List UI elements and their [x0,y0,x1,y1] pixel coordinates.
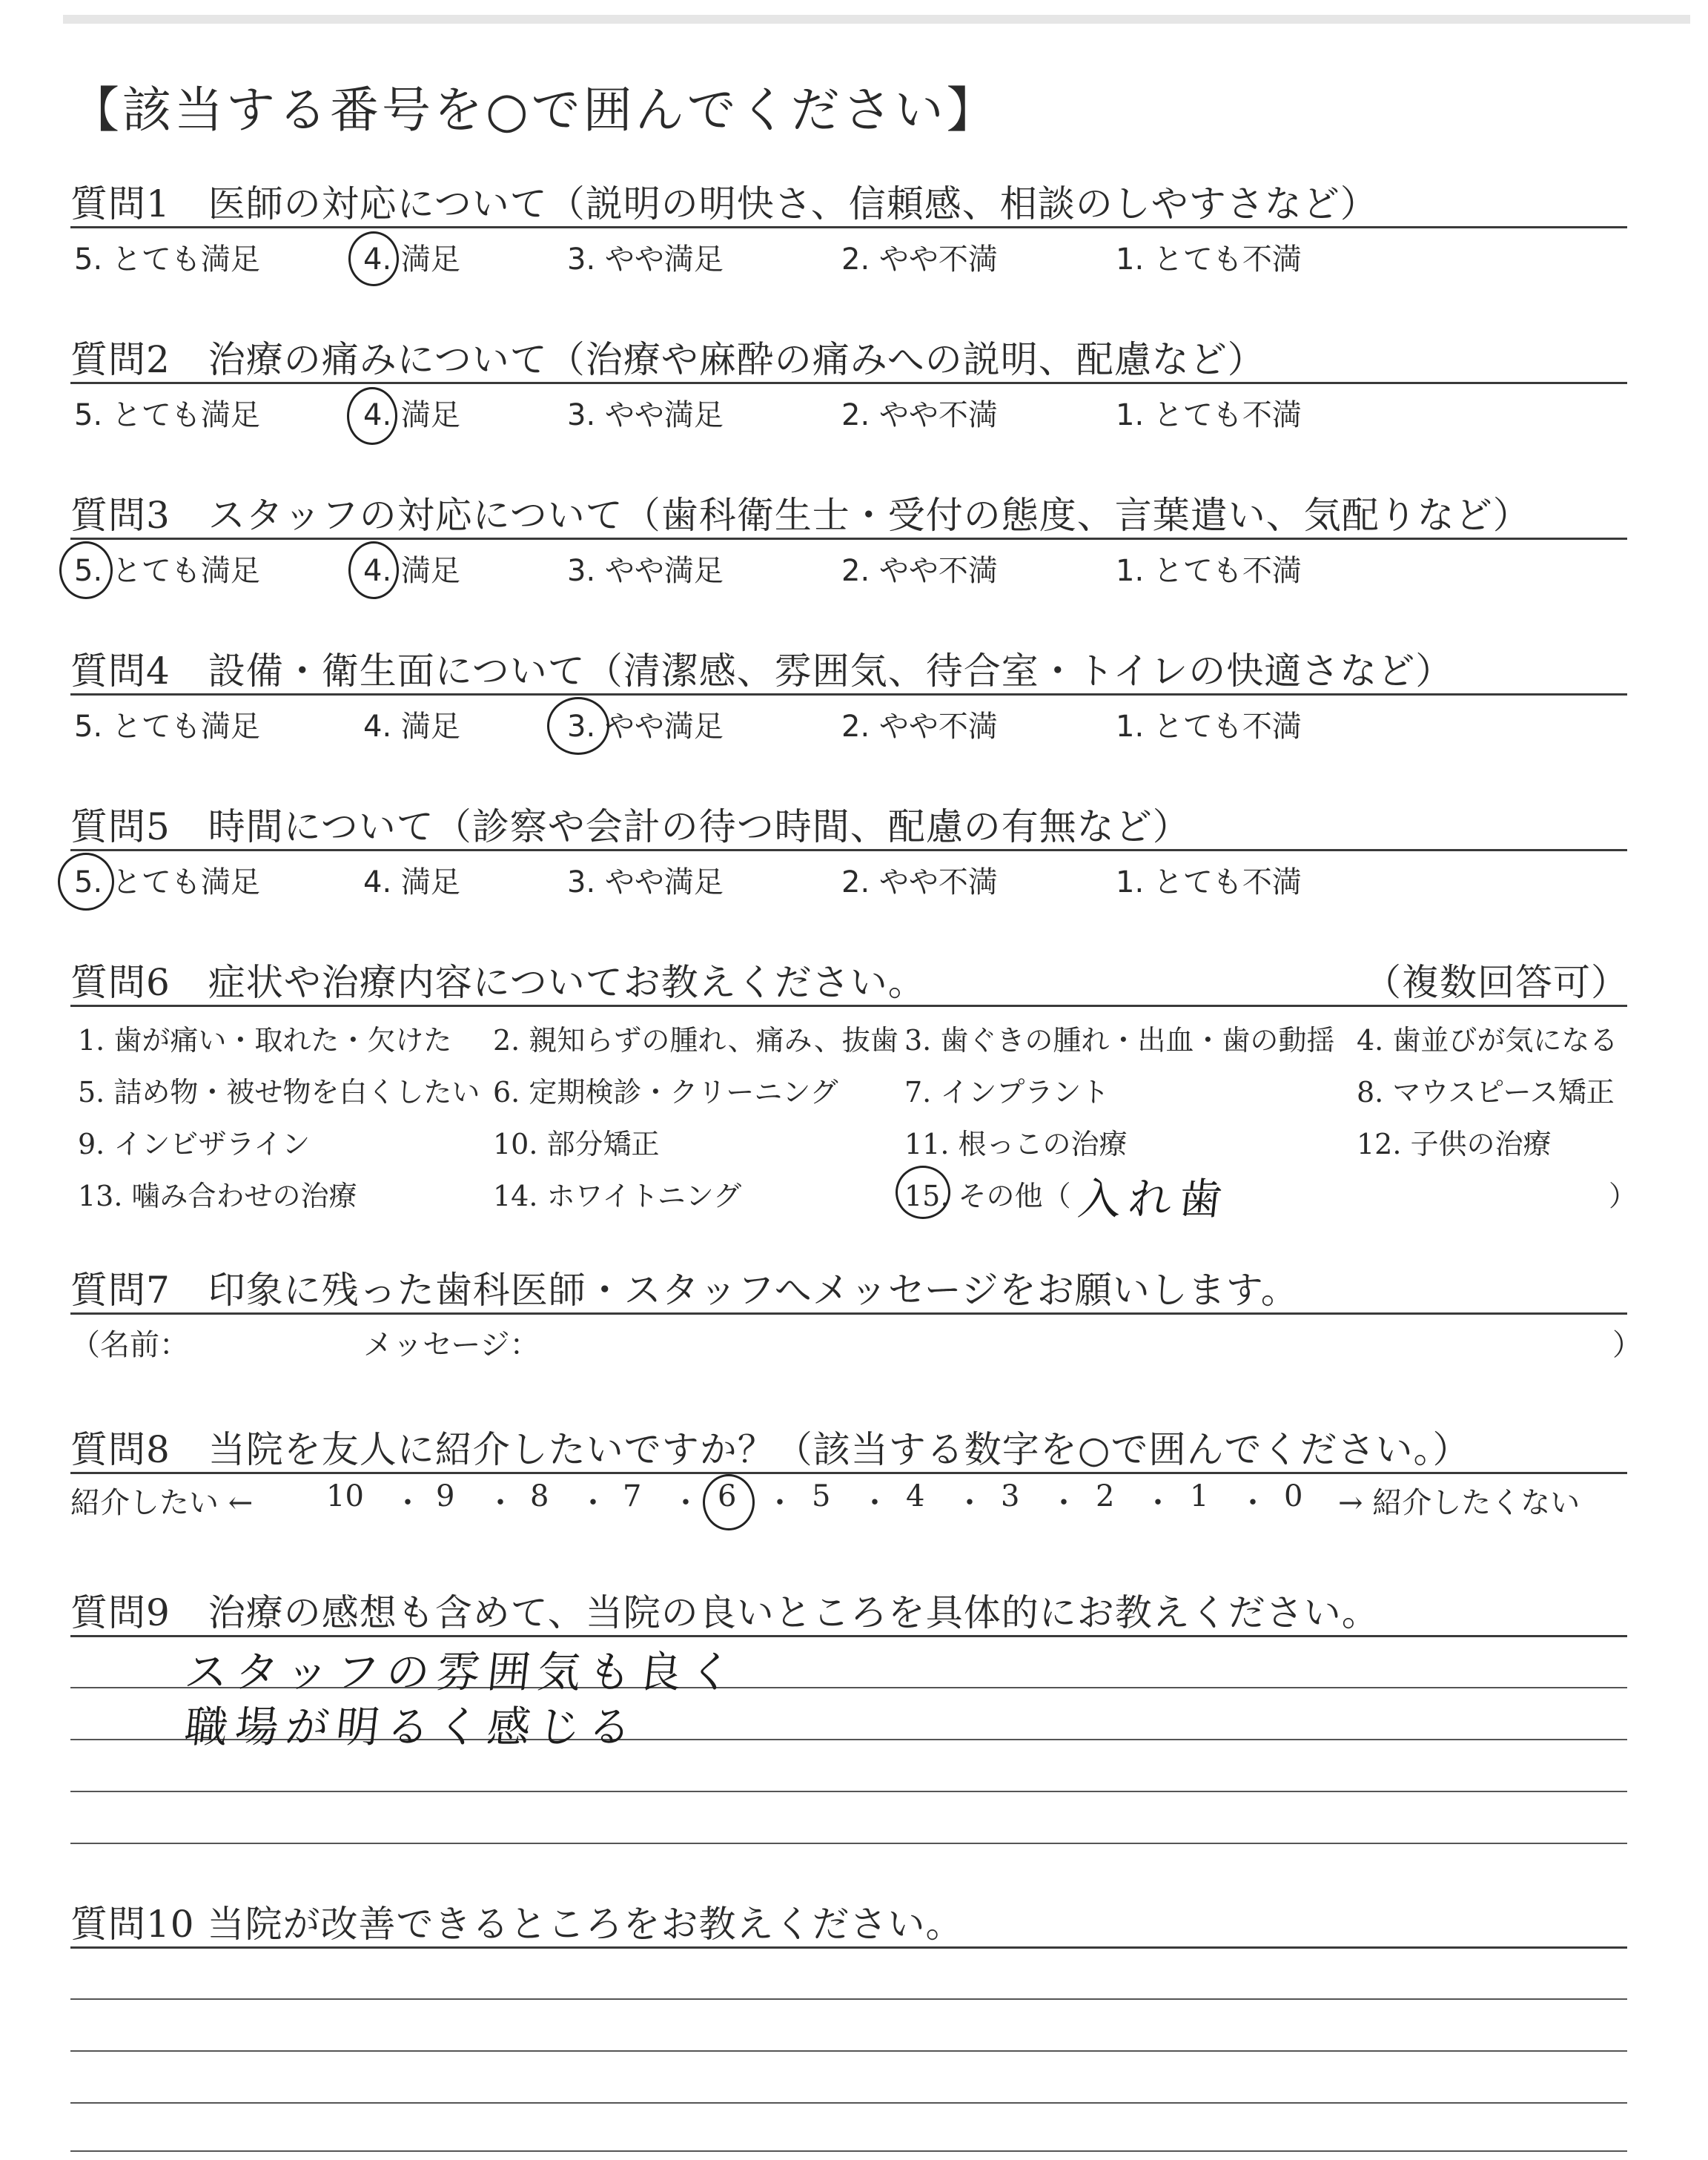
q8-scale-dot: ・ [955,1486,984,1520]
q10-writing-line [70,2102,1627,2104]
q8-scale-10[interactable]: 10 [326,1479,364,1513]
q2-opt-2[interactable]: 2. やや不満 [841,398,998,432]
q6-item-1[interactable]: 1. 歯が痛い・取れた・欠けた [78,1024,452,1057]
q9-handwritten-line-1: スタッフの雰囲気も良く [182,1647,743,1697]
q1-selection-circle [348,231,399,286]
q9-handwritten-line-2: 職場が明るく感じる [182,1702,642,1752]
page-title: 【該当する番号を○で囲んでください】 [70,82,999,139]
q6-rule [70,1005,1627,1007]
q4-opt-4[interactable]: 4. 満足 [363,710,460,744]
question-6: 質問6 症状や治療内容についてお教えください。 [70,961,926,1004]
q10-rule [70,1946,1627,1949]
question-6-note: （複数回答可） [1364,961,1629,1004]
q8-scale-dot: ・ [671,1486,701,1520]
q8-scale-dot: ・ [860,1486,890,1520]
question-8: 質問8 当院を友人に紹介したいですか？（該当する数字を○で囲んでください。） [70,1428,1471,1471]
question-3: 質問3 スタッフの対応について（歯科衛生士・受付の態度、言葉遣い、気配りなど） [70,494,1531,537]
q8-left-label: 紹介したい ← [70,1486,254,1520]
q10-writing-line [70,2150,1627,2152]
q1-opt-5[interactable]: 5. とても満足 [74,242,260,277]
q4-selection-circle [547,697,609,755]
q8-scale-4[interactable]: 4 [906,1479,925,1513]
q6-item-14[interactable]: 14. ホワイトニング [493,1180,742,1212]
question-10: 質問10 当院が改善できるところをお教えください。 [70,1903,964,1946]
q8-rule [70,1472,1627,1474]
question-5: 質問5 時間について（診察や会計の待つ時間、配慮の有無など） [70,805,1191,848]
q6-item-10[interactable]: 10. 部分矯正 [493,1128,660,1160]
q6-item-12[interactable]: 12. 子供の治療 [1357,1128,1552,1160]
q6-item-4[interactable]: 4. 歯並びが気になる [1357,1024,1618,1057]
q10-writing-line [70,1998,1627,2000]
q2-opt-5[interactable]: 5. とても満足 [74,398,260,432]
q4-rule [70,693,1627,696]
q6-item-15[interactable]: 15. その他（ [904,1180,1071,1212]
q6-selection-circle-15 [896,1166,950,1219]
q9-writing-line [70,1843,1627,1844]
q3-opt-5[interactable]: 5. とても満足 [74,554,260,588]
q3-opt-3[interactable]: 3. やや満足 [567,554,724,588]
q5-opt-4[interactable]: 4. 満足 [363,865,460,899]
q7-name-label: （名前： [70,1328,189,1362]
q2-rule [70,382,1627,384]
q7-close-paren: ） [1612,1328,1642,1362]
q2-opt-1[interactable]: 1. とても不満 [1116,398,1302,432]
q5-opt-3[interactable]: 3. やや満足 [567,865,724,899]
q8-scale-dot: ・ [1238,1486,1268,1520]
q4-opt-3[interactable]: 3. やや満足 [567,710,724,744]
q5-rule [70,849,1627,851]
q6-item-13[interactable]: 13. 噛み合わせの治療 [78,1180,357,1212]
q4-opt-5[interactable]: 5. とても満足 [74,710,260,744]
q8-scale-dot: ・ [486,1486,515,1520]
q9-writing-line [70,1791,1627,1792]
q6-other-handwritten: 入れ歯 [1075,1174,1233,1224]
q5-selection-circle [58,853,114,911]
q6-item-8[interactable]: 8. マウスピース矯正 [1357,1076,1615,1109]
q6-item-3[interactable]: 3. 歯ぐきの腫れ・出血・歯の動揺 [904,1024,1335,1057]
q8-scale-dot: ・ [578,1486,608,1520]
question-7: 質問7 印象に残った歯科医師・スタッフへメッセージをお願いします。 [70,1269,1299,1312]
q8-scale-6[interactable]: 6 [718,1479,737,1513]
q6-item-2[interactable]: 2. 親知らずの腫れ、痛み、抜歯 [493,1024,898,1057]
q8-scale-dot: ・ [765,1486,795,1520]
q8-scale-7[interactable]: 7 [623,1479,642,1513]
q1-opt-4[interactable]: 4. 満足 [363,242,460,277]
q8-scale-dot: ・ [1143,1486,1173,1520]
q8-right-label: → 紹介したくない [1338,1486,1580,1520]
q1-opt-3[interactable]: 3. やや満足 [567,242,724,277]
q4-opt-2[interactable]: 2. やや不満 [841,710,998,744]
question-1: 質問1 医師の対応について（説明の明快さ、信頼感、相談のしやすさなど） [70,182,1378,225]
q7-rule [70,1312,1627,1315]
q2-opt-4[interactable]: 4. 満足 [363,398,460,432]
q3-selection-circle-5 [59,541,113,599]
q10-writing-line [70,2050,1627,2052]
q7-message-label: メッセージ： [363,1328,540,1362]
q8-scale-9[interactable]: 9 [436,1479,455,1513]
q6-item-5[interactable]: 5. 詰め物・被せ物を白くしたい [78,1076,480,1109]
q3-rule [70,538,1627,540]
question-4: 質問4 設備・衛生面について（清潔感、雰囲気、待合室・トイレの快適さなど） [70,650,1454,693]
q6-item-15-close: ） [1609,1180,1638,1212]
q1-rule [70,226,1627,228]
q3-opt-4[interactable]: 4. 満足 [363,554,460,588]
q8-scale-5[interactable]: 5 [812,1479,831,1513]
q5-opt-2[interactable]: 2. やや不満 [841,865,998,899]
q3-opt-1[interactable]: 1. とても不満 [1116,554,1302,588]
q1-opt-1[interactable]: 1. とても不満 [1116,242,1302,277]
question-9: 質問9 治療の感想も含めて、当院の良いところを具体的にお教えください。 [70,1591,1380,1634]
q3-selection-circle-4 [348,541,399,599]
q8-selection-circle [703,1474,755,1530]
q8-scale-0[interactable]: 0 [1284,1479,1303,1513]
q5-opt-1[interactable]: 1. とても不満 [1116,865,1302,899]
q8-scale-dot: ・ [393,1486,423,1520]
q8-scale-8[interactable]: 8 [530,1479,549,1513]
q2-selection-circle [347,387,397,445]
q2-opt-3[interactable]: 3. やや満足 [567,398,724,432]
question-2: 質問2 治療の痛みについて（治療や麻酔の痛みへの説明、配慮など） [70,338,1265,381]
q6-item-7[interactable]: 7. インプラント [904,1076,1110,1109]
q8-scale-2[interactable]: 2 [1096,1479,1115,1513]
q6-item-9[interactable]: 9. インビザライン [78,1128,311,1160]
q1-opt-2[interactable]: 2. やや不満 [841,242,998,277]
q4-opt-1[interactable]: 1. とても不満 [1116,710,1302,744]
scan-top-edge [63,15,1690,24]
q6-item-6[interactable]: 6. 定期検診・クリーニング [493,1076,838,1109]
q5-opt-5[interactable]: 5. とても満足 [74,865,260,899]
q6-item-11[interactable]: 11. 根っこの治療 [904,1128,1128,1160]
q8-scale-dot: ・ [1049,1486,1079,1520]
q8-scale-1[interactable]: 1 [1190,1479,1209,1513]
q8-scale-3[interactable]: 3 [1001,1479,1020,1513]
q3-opt-2[interactable]: 2. やや不満 [841,554,998,588]
